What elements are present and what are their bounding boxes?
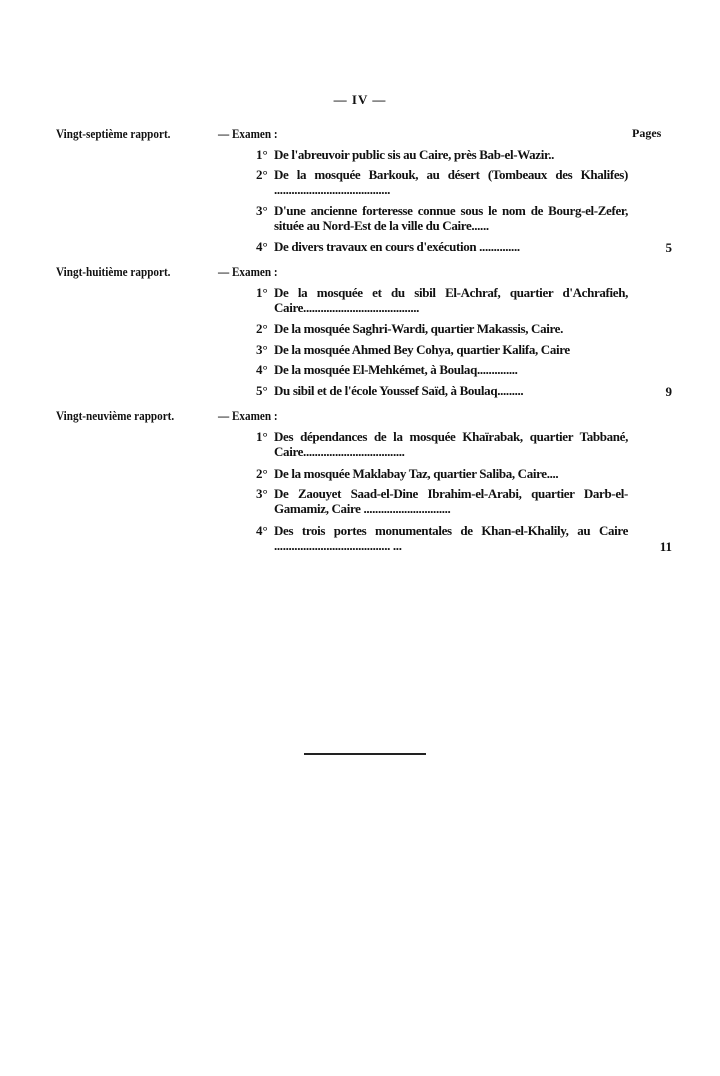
divider-rule <box>304 753 426 755</box>
section-exam-label: — Examen : <box>218 264 278 279</box>
list-item <box>256 321 628 336</box>
item-number: 1° <box>256 429 268 444</box>
item-number: 5° <box>256 383 268 398</box>
item-number: 3° <box>256 342 268 357</box>
page-reference: 9 <box>665 384 672 399</box>
list-item <box>256 383 628 398</box>
list-item <box>256 523 628 553</box>
item-text: De la mosquée Ahmed Bey Cohya, quartier Kalifa, Caire <box>274 342 570 357</box>
item-text: D'une ancienne forteresse connue sous le nom de Bourg-el-Zefer, située au Nord-Est de la ville du Caire...... <box>274 203 628 233</box>
item-number: 3° <box>256 486 268 501</box>
section-exam-label: — Examen : <box>218 408 278 423</box>
item-text: Du sibil et de l'école Youssef Saïd, à Boulaq......... <box>274 383 524 398</box>
item-number: 4° <box>256 239 268 254</box>
list-item <box>256 147 628 162</box>
item-text: De la mosquée Barkouk, au désert (Tombeaux des Khalifes) ........................................ <box>274 167 628 197</box>
list-item <box>256 285 628 315</box>
list-item <box>256 486 628 516</box>
item-text: Des dépendances de la mosquée Khaïrabak, quartier Tabbané, Caire................................... <box>274 429 628 459</box>
item-number: 2° <box>256 466 268 481</box>
list-item <box>256 239 628 254</box>
pages-column-label: Pages <box>632 126 662 140</box>
list-item <box>256 362 628 377</box>
section-title: Vingt-neuvième rapport. <box>56 408 175 423</box>
list-item <box>256 203 628 233</box>
list-item <box>256 342 628 357</box>
section-title: Vingt-huitième rapport. <box>56 264 171 279</box>
item-text: De la mosquée et du sibil El-Achraf, quartier d'Achrafieh, Caire........................................ <box>274 285 628 315</box>
list-item <box>256 429 628 459</box>
item-number: 4° <box>256 362 268 377</box>
section-title: Vingt-septième rapport. <box>56 126 171 141</box>
section-exam-label: — Examen : <box>218 126 278 141</box>
item-number: 2° <box>256 321 268 336</box>
list-item <box>256 466 628 481</box>
item-text: De Zaouyet Saad-el-Dine Ibrahim-el-Arabi, quartier Darb-el-Gamamiz, Caire .............................. <box>274 486 628 516</box>
item-number: 2° <box>256 167 268 182</box>
item-number: 1° <box>256 285 268 300</box>
item-number: 1° <box>256 147 268 162</box>
item-text: De la mosquée Saghri-Wardi, quartier Makassis, Caire. <box>274 321 563 336</box>
item-text: De la mosquée Maklabay Taz, quartier Saliba, Caire.... <box>274 466 559 481</box>
page-number: — IV — <box>333 92 387 107</box>
item-text: De l'abreuvoir public sis au Caire, près Bab-el-Wazir.. <box>274 147 555 162</box>
item-number: 3° <box>256 203 268 218</box>
item-text: De la mosquée El-Mehkémet, à Boulaq.............. <box>274 362 518 377</box>
item-number: 4° <box>256 523 268 538</box>
page-reference: 11 <box>659 539 672 554</box>
item-text: Des trois portes monumentales de Khan-el-Khalily, au Caire ........................................ ... <box>274 523 628 553</box>
item-text: De divers travaux en cours d'exécution .............. <box>274 239 520 254</box>
page-reference: 5 <box>665 240 672 255</box>
list-item <box>256 167 628 197</box>
